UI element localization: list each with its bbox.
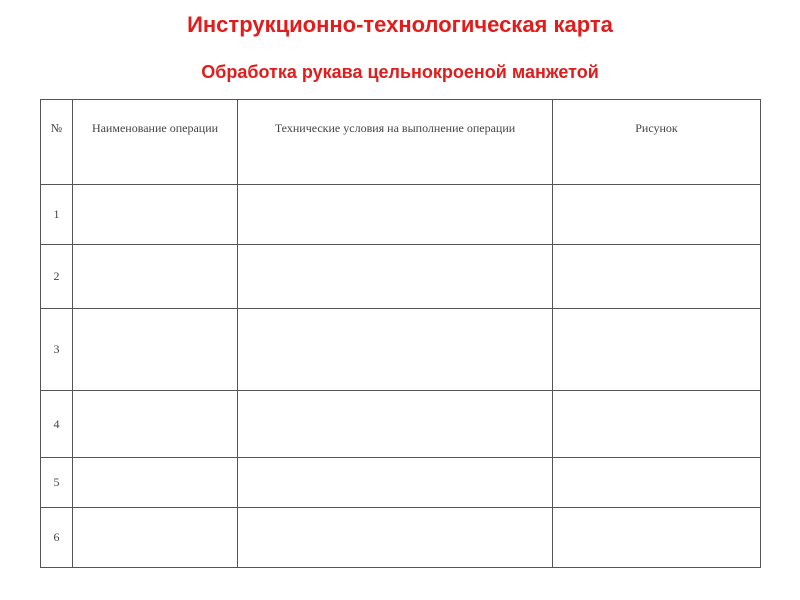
row-number-cell: 5 <box>41 458 73 508</box>
table-row <box>41 458 761 508</box>
technical-conditions-cell[interactable] <box>238 185 553 245</box>
technical-conditions-cell[interactable] <box>238 245 553 309</box>
operation-name-cell[interactable] <box>73 245 238 309</box>
technical-conditions-cell[interactable] <box>238 391 553 458</box>
picture-cell[interactable] <box>553 309 761 391</box>
column-header-picture: Рисунок <box>553 100 761 185</box>
column-header-number: № <box>41 100 73 185</box>
page-subtitle: Обработка рукава цельнокроеной манжетой <box>201 62 599 82</box>
table-row <box>41 309 761 391</box>
technical-conditions-cell[interactable] <box>238 309 553 391</box>
technical-conditions-cell[interactable] <box>238 508 553 568</box>
technical-conditions-cell[interactable] <box>238 458 553 508</box>
table-row <box>41 245 761 309</box>
page-title: Инструкционно-технологическая карта <box>187 12 613 37</box>
row-number-cell: 2 <box>41 245 73 309</box>
table-row <box>41 185 761 245</box>
operation-name-cell[interactable] <box>73 508 238 568</box>
picture-cell[interactable] <box>553 391 761 458</box>
row-number-cell: 1 <box>41 185 73 245</box>
table-row <box>41 508 761 568</box>
column-header-technical-conditions: Технические условия на выполнение операции <box>238 100 553 185</box>
table-row <box>41 391 761 458</box>
row-number-cell: 6 <box>41 508 73 568</box>
table-header-row <box>41 100 761 185</box>
picture-cell[interactable] <box>553 245 761 309</box>
operation-name-cell[interactable] <box>73 309 238 391</box>
picture-cell[interactable] <box>553 508 761 568</box>
operation-name-cell[interactable] <box>73 391 238 458</box>
picture-cell[interactable] <box>553 458 761 508</box>
operation-name-cell[interactable] <box>73 185 238 245</box>
picture-cell[interactable] <box>553 185 761 245</box>
column-header-operation-name: Наименование операции <box>73 100 238 185</box>
operations-table <box>40 99 761 568</box>
row-number-cell: 3 <box>41 309 73 391</box>
row-number-cell: 4 <box>41 391 73 458</box>
operation-name-cell[interactable] <box>73 458 238 508</box>
